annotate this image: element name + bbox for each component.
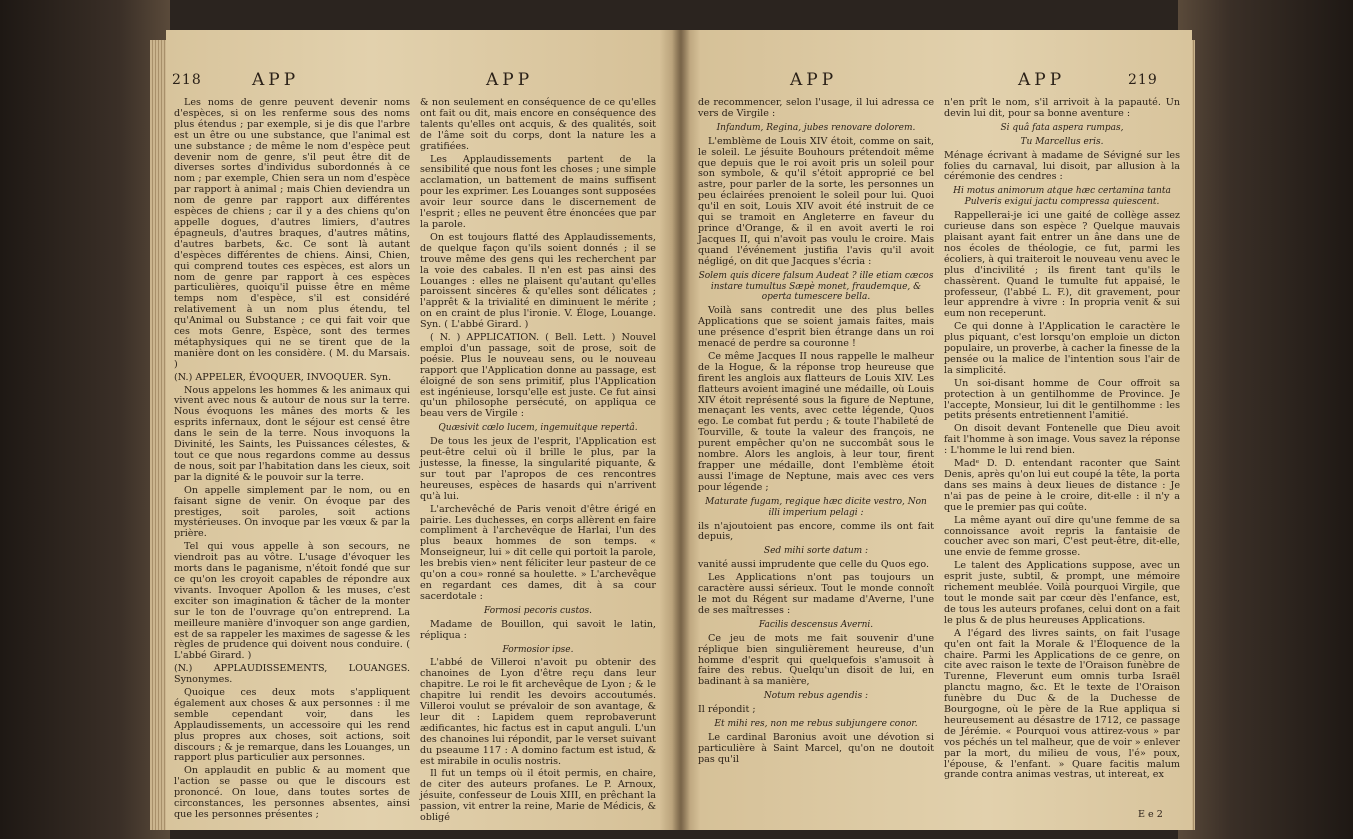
paragraph: Les noms de genre peuvent devenir noms d'espèces, si on les renferme sous des noms plus étendus ; par exemple, si je dis que l'arbre est un être ou une substance, que l'animal est une substance ; de même le nom d'espèce peut devenir nom de genre, s'il peut être dit de diverses sortes d'individus subordonnés à ce nom ; par exemple, Chien sera un nom d'espèce par rapport à animal ; mais Chien deviendra un nom de genre par rapport aux différentes espèces de chiens ; car il y a des chiens qu'on appelle dogues, d'autres limiers, d'autres épagneuls, d'autres braques, d'autres mâtins, d'autres barbets, &c. Ce sont là autant d'espèces différentes de chiens. Ainsi, Chien, qui comprend toutes ces espèces, est alors un nom de genre par rapport à ces espèces particulières, quoiqu'il puisse être en même temps nom d'espèce, s'il est considéré relativement à un nom plus étendu, tel qu'Animal ou Substance ; ce qui fait voir que ces mots Genre, Espèce, sont des termes métaphysiques qui ne se tirent que de la manière dont on les considère. ( M. du Marsais. ) xyxy=(174,97,410,370)
paragraph: Il répondit ; xyxy=(698,704,756,716)
paragraph: Hi motus animorum atque hæc certamina tanta Pulveris exigui jactu compressa quiescent. xyxy=(953,186,1171,208)
paragraph: On appelle simplement par le nom, ou en faisant signe de venir. On évoque par des prestiges, soit paroles, soit actions mystérieuses. On invoque par les vœux & par la prière. xyxy=(174,484,410,540)
paragraph: & non seulement en conséquence de ce qu'elles ont fait ou dit, mais encore en conséquence des talents qu'elles ont acquis, & des qualités, soit de l'âme soit du corps, dont la nature les a gratifiées. xyxy=(420,97,656,152)
paragraph: (N.) APPELER, ÉVOQUER, INVOQUER. Syn. xyxy=(174,371,392,383)
paragraph: De tous les jeux de l'esprit, l'Application est peut-être celui où il brille le plus, par la justesse, la finesse, la singularité piquante, & sur tout par l'apropos de ces rencontres heureuses, espèces de hasards qui n'arrivent qu'à lui. xyxy=(420,436,656,502)
paragraph: On est toujours flatté des Applaudissements, de quelque façon qu'ils soient donnés ; il se trouve même des gens qui les recherchent par la voie des cabales. Il n'en est pas ainsi des Louanges : elles ne plaisent qu'autant qu'elles paroissent sincères & qu'elles sont délicates ; l'apprêt & la trivialité en diminuent le mérite ; on en craint de plus l'ironie. V. Éloge, Louange. Syn. ( L'abbé Girard. ) xyxy=(420,231,656,331)
paragraph: Tel qui vous appelle à son secours, ne viendroit pas au vôtre. L'usage d'évoquer les morts dans le paganisme, n'étoit fondé que sur ce qu'on les croyoit capables de répondre aux vivants. Invoquer Apollon & les muses, c'est exciter son imagination & tâcher de la monter sur le ton de l'ouvrage qu'on entreprend. La meilleure manière d'invoquer son ange gardien, est de sa rappeler les maximes de sagesse & les règles de prudence qui doivent nous conduire. ( L'abbé Girard. ) xyxy=(174,541,410,662)
paragraph: Maturate fugam, regique hæc dicite vestro, Non illi imperium pelagi : xyxy=(705,496,927,518)
paragraph: vanité aussi imprudente que celle du Quos ego. xyxy=(698,559,930,571)
paragraph: Les Applications n'ont pas toujours un caractère aussi sérieux. Tout le monde connoît le mot du Régent sur madame d'Averne, l'une de ses maîtresses : xyxy=(698,572,934,616)
running-head: APP xyxy=(1018,70,1066,90)
paragraph: L'abbé de Villeroi n'avoit pu obtenir des chanoines de Lyon d'être reçu dans leur chapitre. Le roi le fit archevêque de Lyon ; & le chapitre lui rendit les devoirs accoutumés. Villeroi voulut se prévaloir de son avantage, & leur dit : Lapidem quem reprobaverunt ædificantes, hic factus est in caput anguli. L'un des chanoines lui répondit, par le verset suivant du pseaume 117 : A domino factum est istud, & est mirabile in oculis nostris. xyxy=(420,657,656,767)
paragraph: ( N. ) APPLICATION. ( Bell. Lett. ) Nouvel emploi d'un passage, soit de prose, soit de poésie. Plus le nouveau sens, ou le nouveau rapport que l'Application donne au passage, est éloigné de son sens primitif, plus l'Application est ingénieuse, lorsqu'elle est juste. Ce fut ainsi qu'un philosophe persécuté, on appliqua ce beau vers de Virgile : xyxy=(420,332,656,420)
paragraph: Le talent des Applications suppose, avec un esprit juste, subtil, & prompt, une mémoire richement meublée. Voilà pourquoi Virgile, que tout le monde sait par cœur dès l'enfance, est, de tous les auteurs profanes, celui dont on a fait le plus & de plus heureuses Applications. xyxy=(944,560,1180,626)
paragraph: Voilà sans contredit une des plus belles Applications que se soient jamais faites, mais une présence d'esprit bien étrange dans un roi menacé de perdre sa couronne ! xyxy=(698,305,934,350)
running-head: APP xyxy=(486,70,534,90)
paragraph: de recommencer, selon l'usage, il lui adressa ce vers de Virgile : xyxy=(698,97,934,119)
paragraph: Quoique ces deux mots s'appliquent également aux choses & aux personnes : il me semble cependant voir, dans les Applaudissements, un accessoire qui les rend plus propres aux choses, soit actions, soit discours ; & je remarque, dans les Louanges, un rapport plus particulier aux personnes. xyxy=(174,687,410,764)
paragraph: Facilis descensus Averni. xyxy=(758,619,874,630)
paragraph: Solem quis dicere falsum Audeat ? ille etiam cæcos instare tumultus Sæpè monet, fraudemque, & operta tumescere bella. xyxy=(698,270,934,303)
paragraph: Ménage écrivant à madame de Sévigné sur les folies du carnaval, lui disoit, par allusion à la cérémonie des cendres : xyxy=(944,149,1180,183)
paragraph: Si quâ fata aspera rumpas, xyxy=(1000,122,1124,133)
paragraph: La même ayant ouï dire qu'une femme de sa connoissance avoit repris la fantaisie de coucher avec son mari, C'est peut-être, dit-elle, une envie de femme grosse. xyxy=(944,514,1180,559)
paragraph: Quæsivit cœlo lucem, ingemuitque repertâ. xyxy=(438,423,638,434)
paragraph: Sed mihi sorte datum : xyxy=(763,546,869,557)
paragraph: Le cardinal Baronius avoit une dévotion si particulière à Saint Marcel, qu'on ne doutoit pas qu'il xyxy=(698,731,934,765)
paragraph: A l'égard des livres saints, on fait l'usage qu'en ont fait la Morale & l'Éloquence de la chaire. Parmi les Applications de ce genre, on cite avec raison le texte de l'Oraison funèbre de Turenne, Fleverunt eum omnis turba Israël planctu magno, &c. Et le texte de l'Oraison funèbre du Duc & de la Duchesse de Bourgogne, où le père de la Rue appliqua si heureusement au désastre de 1712, ce passage de Jérémie. « Pourquoi vous attirez-vous » par vos péchés un tel malheur, que de voir » enlever par la mort, du milieu de vous, l'é» poux, l'épouse, & l'enfant. » Quare facitis malum grande contra animas vestras, ut intereat, ex xyxy=(944,627,1180,781)
paragraph: Infandum, Regina, jubes renovare dolorem. xyxy=(716,122,916,133)
paragraph: Ce même Jacques II nous rappelle le malheur de la Hogue, & la réponse trop heureuse que firent les anglois aux flatteurs de Louis XIV. Les flatteurs avoient imaginé une médaille, où Louis XIV étoit représenté sous la figure de Neptune, menaçant les vents, avec cette légende, Quos ego. Le combat fut perdu ; & toute l'habileté de Tourville, & toute la valeur des françois, ne purent empêcher qu'on ne succombât sous le nombre. Alors les anglois, à leur tour, firent frapper une médaille, dont l'emblème étoit aussi l'image de Neptune, mais avec ces vers pour légende ; xyxy=(698,350,934,493)
paragraph: ils n'ajoutoient pas encore, comme ils ont fait depuis, xyxy=(698,520,934,543)
paragraph: Madᵉ D. D. entendant raconter que Saint Denis, après qu'on lui eut coupé la tête, la porta dans ses mains à deux lieues de distance : Je n'ai pas de peine à le croire, dit-elle : il n'y a que le premier pas qui coûte. xyxy=(944,458,1180,513)
paragraph: Madame de Bouillon, qui savoit le latin, répliqua : xyxy=(420,618,656,641)
paragraph: Il fut un temps où il étoit permis, en chaire, de citer des auteurs profanes. Le P. Arnoux, jésuite, confesseur de Louis XIII, en prêchant la passion, vit entrer la reine, Marie de Médicis, & obligé xyxy=(420,768,656,824)
catchword: E e 2 xyxy=(1138,809,1163,820)
paragraph: Tu Marcellus eris. xyxy=(1020,136,1104,147)
book-gutter xyxy=(672,30,690,830)
text-column xyxy=(174,98,410,823)
text-column xyxy=(698,98,934,768)
paragraph: Formosior ipse. xyxy=(502,644,574,655)
paragraph: Formosi pecoris custos. xyxy=(484,605,592,616)
paragraph: (N.) APPLAUDISSEMENTS, LOUANGES. Synonymes. xyxy=(174,663,410,686)
running-head: APP xyxy=(790,70,838,90)
text-column xyxy=(944,98,1180,783)
paragraph: L'emblème de Louis XIV étoit, comme on sait, le soleil. Le jésuite Bouhours prétendoit même que depuis que le roi avoit pris un soleil pour son symbole, & qu'il s'étoit approprié ce bel astre, pour parler de la sorte, les personnes un peu éclairées prenoient le soleil pour lui. Quoi qu'il en soit, Louis XIV avoit été instruit de ce qui se tramoit en Angleterre en faveur du prince d'Orange, & il en avoit averti le roi Jacques II, qui n'avoit pas voulu le croire. Mais quand l'événement justifia l'avis qu'il avoit négligé, on dit que Jacques s'écria : xyxy=(698,135,934,267)
book-cover-left xyxy=(0,0,170,839)
paragraph: Ce jeu de mots me fait souvenir d'une réplique bien singulièrement heureuse, d'un homme d'esprit qui quelquefois s'amusoit à faire des rebus. Quelqu'un disoit de lui, en badinant à sa manière, xyxy=(698,632,934,688)
page-number: 219 xyxy=(1128,72,1158,88)
page-number: 218 xyxy=(172,72,202,88)
text-column xyxy=(420,98,656,826)
paragraph: L'archevêché de Paris venoit d'être érigé en pairie. Les duchesses, en corps allèrent en faire compliment à l'archevêque de Harlai, l'un des plus beaux hommes de son temps. « Monseigneur, lui » dit celle qui portoit la parole, les brebis vien» nent féliciter leur pasteur de ce qu'on a cou» ronné sa houlette. » L'archevêque en regardant ces dames, dit à sa cour sacerdotale : xyxy=(420,503,656,602)
paragraph: n'en prît le nom, s'il arrivoit à la papauté. Un devin lui dit, pour sa bonne aventure : xyxy=(944,97,1180,119)
paragraph: Nous appelons les hommes & les animaux qui vivent avec nous & autour de nous sur la terre. Nous évoquons les mânes des morts & les esprits infernaux, dont le séjour est censé être dans le sein de la terre. Nous invoquons la Divinité, les Saints, les Puissances célestes, & tout ce que nous regardons comme au dessus de nous, soit par l'habitation dans les cieux, soit par la dignité & le pouvoir sur la terre. xyxy=(174,384,410,483)
book-cover-right xyxy=(1178,0,1353,839)
paragraph: Les Applaudissements partent de la sensibilité que nous font les choses ; une simple acclamation, un battement de mains suffisent pour les exprimer. Les Louanges sont supposées avoir leur source dans le discernement de l'esprit ; elles ne peuvent être énoncées que par la parole. xyxy=(420,153,656,230)
paragraph: Ce qui donne à l'Application le caractère le plus piquant, c'est lorsqu'on emploie un dicton populaire, un proverbe, à cacher la finesse de la pensée ou la malice de l'intention sous l'air de la simplicité. xyxy=(944,321,1180,376)
paragraph: Et mihi res, non me rebus subjungere conor. xyxy=(714,719,918,730)
paragraph: Un soi-disant homme de Cour offroit sa protection à un gentilhomme de Province. Je l'accepte, Monsieur, lui dit le gentilhomme : les petits présents entretiennent l'amitié. xyxy=(944,377,1180,422)
left-page xyxy=(166,30,680,830)
paragraph: On disoit devant Fontenelle que Dieu avoit fait l'homme à son image. Vous savez la réponse : L'homme le lui rend bien. xyxy=(944,423,1180,457)
paragraph: Rappellerai-je ici une gaité de collège assez curieuse dans son espèce ? Quelque mauvais plaisant ayant fait entrer un âne dans une de nos écoles de théologie, ce fut, parmi les écoliers, à qui traiteroit le nouveau venu avec le plus d'incivilité ; ils firent tant qu'ils le chassèrent. Quand le tumulte fut appaisé, le professeur, (l'abbé L. F.), dit gravement, pour leur apprendre à vivre : In propria venit & sui eum non receperunt. xyxy=(944,210,1180,320)
paragraph: Notum rebus agendis : xyxy=(763,691,869,702)
paragraph: On applaudit en public & au moment que l'action se passe ou que le discours est prononcé. On loue, dans toutes sortes de circonstances, les personnes absentes, ainsi que les personnes présentes ; xyxy=(174,765,410,820)
right-page xyxy=(680,30,1192,830)
running-head: APP xyxy=(252,70,300,90)
